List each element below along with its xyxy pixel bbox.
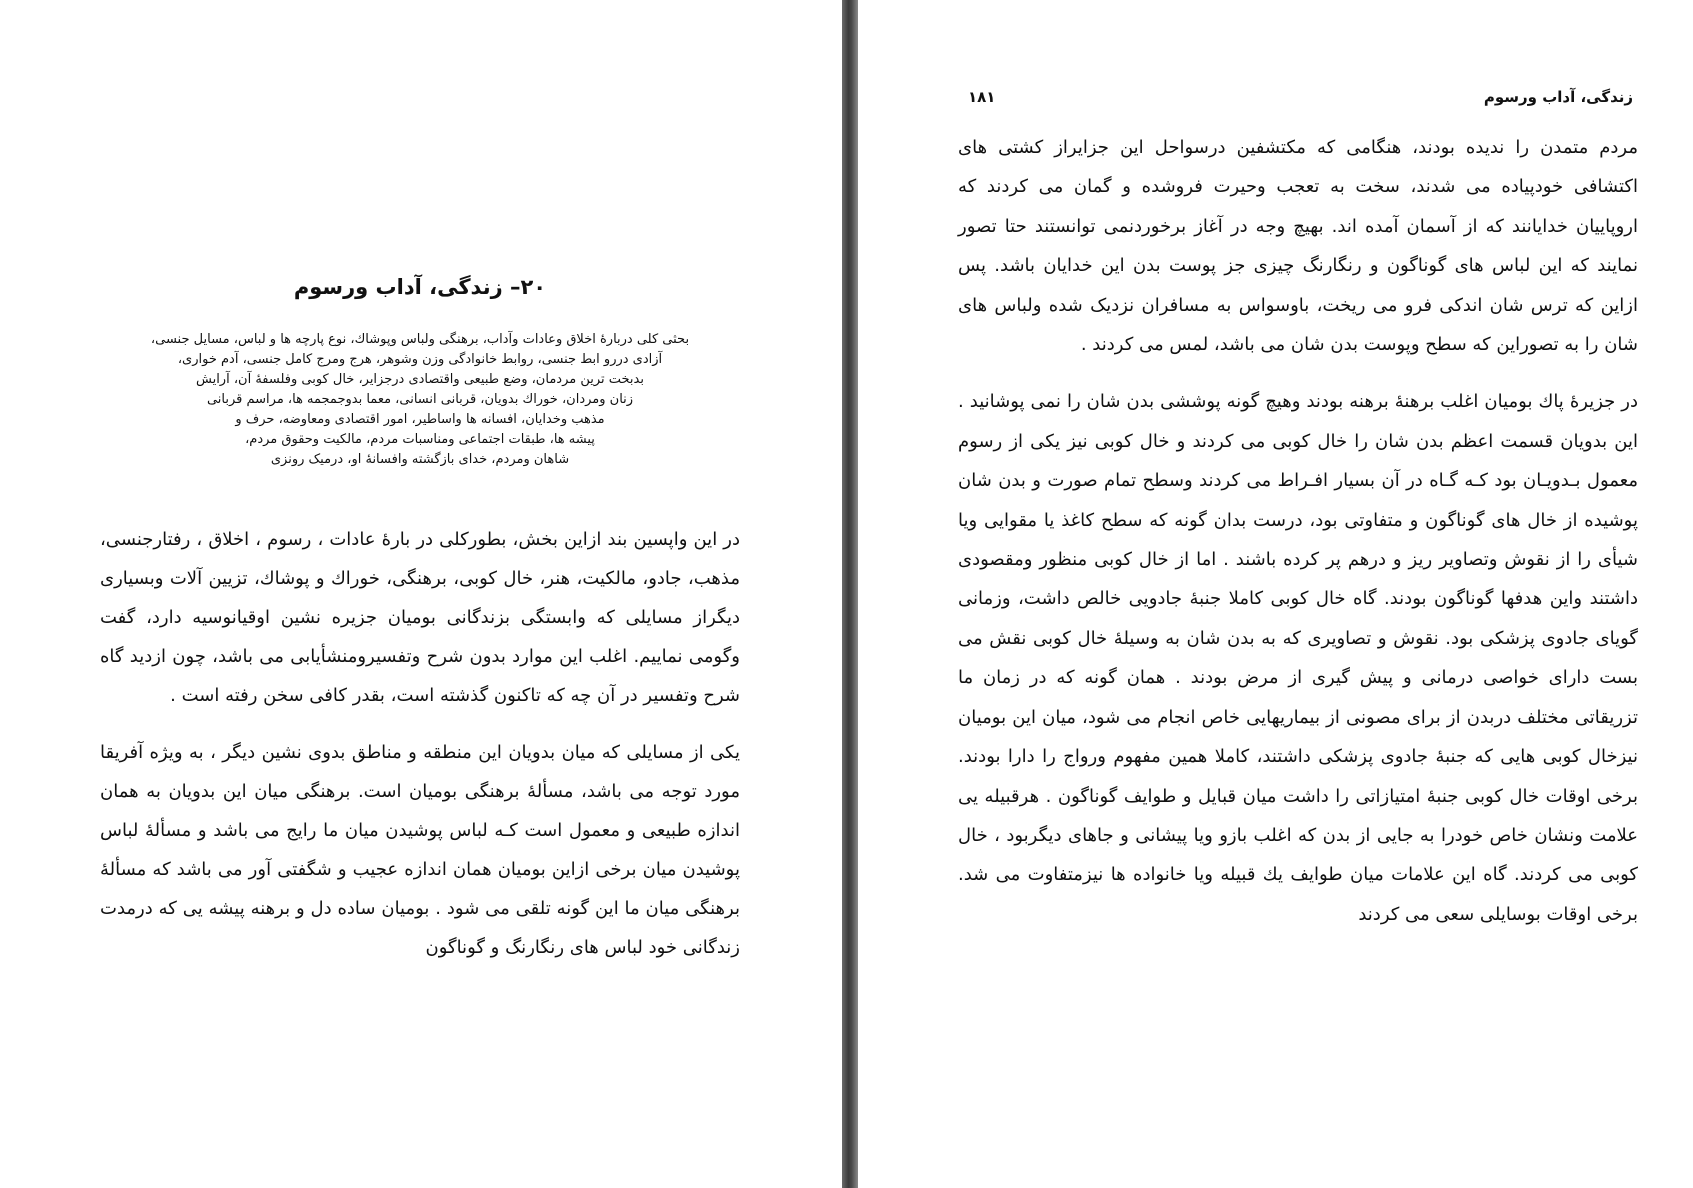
left-body-text: [100, 520, 740, 967]
chapter-title: ۲۰– زندگی، آداب ورسوم: [293, 275, 547, 299]
abstract-line: زنان ومردان، خوراك بدویان، قربانی انسانی، معما بدوجمجمه ها، مراسم قربانی: [206, 392, 634, 407]
book-gutter: [842, 0, 858, 1188]
page-number: ۱۸۱: [968, 88, 996, 106]
abstract-line: مذهب وخدایان، افسانه ها واساطیر، امور اقتصادی ومعاوضه، حرف و: [235, 412, 605, 427]
paragraph: یکی از مسایلی که میان بدویان این منطقه و مناطق بدوی نشین دیگر ، به ویژه آفریقا مورد توجه می باشد، مسألۀ برهنگی بومیان است. برهنگی میان این بدویان به همان اندازه طبیعی و معمول است کـه لباس پوشیدن میان ما رایج می باشد و مسألۀ لباس پوشیدن میان برخی ازاین بومیان همان اندازه عجیب و شگفتی آور می باشد که مسألۀ برهنگی میان ما این گونه تلقی می شود . بومیان ساده دل و برهنه پیشه یی که درمدت زندگانی خود لباس های رنگارنگ و گوناگون: [100, 742, 740, 958]
running-title: زندگی، آداب ورسوم: [1483, 88, 1633, 106]
abstract-line: بحثی کلی دربارۀ اخلاق وعادات وآداب، برهنگی ولباس وپوشاك، نوع پارچه ها و لباس، مسایل جنسی،: [150, 332, 690, 347]
paragraph: در جزیرۀ پاك بومیان اغلب برهنۀ برهنه بودند وهیچ گونه پوششی بدن شان را نمی پوشانید . این بدویان قسمت اعظم بدن شان را خال کوبی می کردند و خال کوبی نیز یکی از رسوم معمول بـدویـان بود کـه گـاه در آن بسیار افـراط می کردند وسطح تمام صورت و بدن شان پوشیده از خال های گوناگون و متفاوتی بود، درست بدان گونه که سطح کاغذ یا مقوایی ویا شیأی را از نقوش وتصاویر ریز و درهم پر کرده باشند . اما از خال کوبی منظور ومقصودی داشتند واین هدفها گوناگون بودند. گاه خال کوبی کاملا جنبۀ جادویی خالص داشت، وزمانی گویای جادوی پزشکی بود. نقوش و تصاویری که به بدن شان به وسیلۀ خال کوبی نقش می بست دارای خواصی درمانی و پیش گیری از مرض بودند . همان گونه که در زمان ما تزریقاتی مختلف دربدن از برای مصونی از بیماریهایی خاص انجام می شود، میان این بومیان نیزخال کوبی هایی که جنبۀ جادوی پزشکی داشتند، کاملا همین مفهوم ورواج را دارا بودند. برخی اوقات خال کوبی جنبۀ امتیازاتی را داشت میان قبایل و طوایف گوناگون . هرقبیله یی علامت ونشان خاص خودرا به جایی از بدن که اغلب بازو ویا پیشانی و جاهای دیگربود ، خال کوبی می کردند. گاه این علامات میان طوایف یك قبیله ویا خانواده ها نیزمتفاوت می شد. برخی اوقات بوسایلی سعی می کردند: [958, 391, 1638, 925]
chapter-abstract: [100, 330, 740, 470]
left-page: [0, 0, 842, 1188]
paragraph: مردم متمدن را ندیده بودند، هنگامی که مکتشفین درسواحل این جزایراز کشتی های اکتشافی خودپیاده می شدند، سخت به تعجب وحیرت فروشده و گمان می کردند که اروپاییان خدایانند که از آسمان آمده اند. بهیچ وجه در آغاز برخوردنمی توانستند حتا تصور نمایند که این لباس های گوناگون و رنگارنگ چیزی جز پوست بدن این خدایان باشد. پس ازاین که ترس شان اندکی فرو می ریخت، باوسواس به مسافران نزدیک شده ولباس های شان را به تصوراین که سطح وپوست بدن شان می باشد، لمس می کردند .: [958, 137, 1638, 356]
right-body-text: [958, 128, 1638, 934]
right-page: [858, 0, 1693, 1188]
abstract-line: آزادی دررو ابط جنسی، روابط خانوادگی وزن وشوهر، هرج ومرج کامل جنسی، آدم خواری،: [177, 352, 663, 367]
abstract-line: بدبخت ترین مردمان، وضع طبیعی واقتصادی درجزایر، خال کوبی وفلسفۀ آن، آرایش: [196, 372, 644, 387]
abstract-line: پیشه ها، طبقات اجتماعی ومناسبات مردم، مالکیت وحقوق مردم،: [245, 432, 595, 447]
paragraph: در این واپسین بند ازاین بخش، بطورکلی در بارۀ عادات ، رسوم ، اخلاق ، رفتارجنسی، مذهب، جادو، مالکیت، هنر، خال کوبی، برهنگی، خوراك و پوشاك، تزیین آلات وبسیاری دیگراز مسایلی که وابستگی بزندگانی بومیان جزیره نشین اوقیانوسیه دارد، گفت وگومی نماییم. اغلب این موارد بدون شرح وتفسیرومنشأیابی می باشد، چون ازدید گاه شرح وتفسیر در آن چه که تاکنون گذشته است، بقدر کافی سخن رفته است .: [100, 529, 740, 706]
running-head: [968, 88, 1633, 112]
abstract-line: شاهان ومردم، خدای بازگشته وافسانۀ او، درمیک رونزی: [270, 452, 570, 467]
